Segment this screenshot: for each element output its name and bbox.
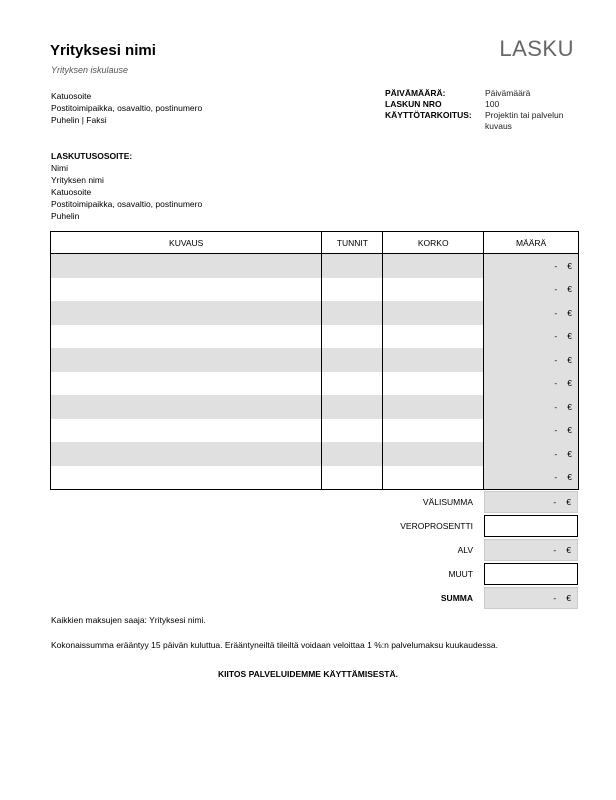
- billing-name: Nimi: [51, 163, 68, 173]
- hours-cell[interactable]: [322, 254, 383, 278]
- table-row: [51, 419, 579, 443]
- col-rate: KORKO: [383, 232, 484, 254]
- table-row: [51, 301, 579, 325]
- table-row: [51, 466, 579, 490]
- rate-cell[interactable]: [383, 442, 484, 466]
- amount-currency: €: [567, 354, 572, 365]
- description-cell[interactable]: [51, 419, 322, 443]
- rate-cell[interactable]: [383, 278, 484, 302]
- total-value: -: [553, 593, 557, 603]
- amount-currency: €: [567, 307, 572, 318]
- total-label: SUMMA: [440, 593, 473, 603]
- amount-currency: €: [567, 260, 572, 271]
- sender-street: Katuosoite: [51, 91, 92, 101]
- amount-cell[interactable]: [484, 395, 579, 419]
- description-cell[interactable]: [51, 372, 322, 396]
- description-cell[interactable]: [51, 278, 322, 302]
- amount-currency: €: [567, 378, 572, 389]
- col-hours: TUNNIT: [322, 232, 383, 254]
- amount-cell[interactable]: [484, 254, 579, 278]
- vat-label: ALV: [457, 545, 473, 555]
- subtotal-row: [300, 490, 578, 514]
- rate-cell[interactable]: [383, 301, 484, 325]
- col-amount: MÄÄRÄ: [484, 232, 579, 254]
- amount-currency: €: [567, 472, 572, 483]
- hours-cell[interactable]: [322, 301, 383, 325]
- meta-number-value: 100: [485, 99, 500, 109]
- billing-phone: Puhelin: [51, 211, 80, 221]
- hours-cell[interactable]: [322, 442, 383, 466]
- table-row: [51, 325, 579, 349]
- thank-you-note: KIITOS PALVELUIDEMME KÄYTTÄMISESTÄ.: [218, 669, 398, 679]
- subtotal-field[interactable]: [484, 491, 578, 513]
- amount-cell[interactable]: [484, 419, 579, 443]
- hours-cell[interactable]: [322, 278, 383, 302]
- amount-cell[interactable]: [484, 325, 579, 349]
- payee-note: Kaikkien maksujen saaja: Yrityksesi nimi.: [51, 615, 206, 625]
- amount-currency: €: [567, 284, 572, 295]
- description-cell[interactable]: [51, 466, 322, 490]
- meta-purpose-label: KÄYTTÖTARKOITUS:: [385, 110, 472, 120]
- meta-number-label: LASKUN NRO: [385, 99, 442, 109]
- total-currency: €: [566, 593, 571, 603]
- hours-cell[interactable]: [322, 372, 383, 396]
- description-cell[interactable]: [51, 325, 322, 349]
- amount-value: -: [554, 425, 558, 436]
- sender-phone: Puhelin | Faksi: [51, 115, 107, 125]
- subtotal-currency: €: [566, 497, 571, 507]
- other-label: MUUT: [448, 569, 473, 579]
- hours-cell[interactable]: [322, 325, 383, 349]
- rate-cell[interactable]: [383, 254, 484, 278]
- amount-value: -: [554, 354, 558, 365]
- amount-cell[interactable]: [484, 466, 579, 490]
- other-field[interactable]: [484, 563, 578, 585]
- company-name: Yrityksesi nimi: [50, 42, 156, 59]
- amount-value: -: [554, 472, 558, 483]
- company-slogan: Yrityksen iskulause: [51, 65, 129, 75]
- amount-currency: €: [567, 425, 572, 436]
- amount-cell[interactable]: [484, 278, 579, 302]
- amount-cell[interactable]: [484, 372, 579, 396]
- billing-street: Katuosoite: [51, 187, 92, 197]
- vat-currency: €: [566, 545, 571, 555]
- table-row: [51, 395, 579, 419]
- description-cell[interactable]: [51, 395, 322, 419]
- meta-purpose-value: Projektin tai palvelun kuvaus: [485, 110, 564, 131]
- tax-rate-row: [300, 514, 578, 538]
- meta-date-row: [385, 88, 571, 99]
- description-cell[interactable]: [51, 254, 322, 278]
- vat-value: -: [553, 545, 557, 555]
- amount-currency: €: [567, 401, 572, 412]
- sender-address: [51, 90, 202, 126]
- amount-cell[interactable]: [484, 301, 579, 325]
- totals-section: [300, 490, 578, 610]
- meta-number-row: [385, 99, 571, 110]
- billing-header: LASKUTUSOSOITE:: [51, 151, 133, 161]
- amount-value: -: [554, 401, 558, 412]
- rate-cell[interactable]: [383, 419, 484, 443]
- amount-value: -: [554, 378, 558, 389]
- amount-value: -: [554, 331, 558, 342]
- vat-field[interactable]: [484, 539, 578, 561]
- hours-cell[interactable]: [322, 419, 383, 443]
- other-row: [300, 562, 578, 586]
- payment-terms: Kokonaissumma erääntyy 15 päivän kuluttua. Erääntyneiltä tileiltä voidaan veloittaa 1 %:n palvelumaksu kuukaudessa.: [51, 640, 498, 650]
- rate-cell[interactable]: [383, 348, 484, 372]
- table-row: [51, 254, 579, 278]
- rate-cell[interactable]: [383, 466, 484, 490]
- rate-cell[interactable]: [383, 325, 484, 349]
- amount-currency: €: [567, 448, 572, 459]
- hours-cell[interactable]: [322, 395, 383, 419]
- meta-date-value: Päivämäärä: [485, 88, 531, 98]
- table-row: [51, 372, 579, 396]
- amount-value: -: [554, 448, 558, 459]
- meta-purpose-row: [385, 110, 571, 132]
- total-row: [300, 586, 578, 610]
- billing-city: Postitoimipaikka, osavaltio, postinumero: [51, 199, 203, 209]
- rate-cell[interactable]: [383, 395, 484, 419]
- invoice-meta: [385, 88, 571, 132]
- col-description: KUVAUS: [51, 232, 322, 254]
- vat-row: [300, 538, 578, 562]
- amount-cell[interactable]: [484, 348, 579, 372]
- description-cell[interactable]: [51, 301, 322, 325]
- subtotal-label: VÄLISUMMA: [422, 497, 473, 507]
- amount-cell[interactable]: [484, 442, 579, 466]
- tax-rate-label: VEROPROSENTTI: [400, 521, 473, 531]
- rate-cell[interactable]: [383, 372, 484, 396]
- hours-cell[interactable]: [322, 466, 383, 490]
- table-row: [51, 442, 579, 466]
- description-cell[interactable]: [51, 348, 322, 372]
- meta-date-label: PÄIVÄMÄÄRÄ:: [385, 88, 446, 98]
- total-field[interactable]: [484, 587, 578, 609]
- description-cell[interactable]: [51, 442, 322, 466]
- amount-currency: €: [567, 331, 572, 342]
- tax-rate-field[interactable]: [484, 515, 578, 537]
- hours-cell[interactable]: [322, 348, 383, 372]
- sender-city: Postitoimipaikka, osavaltio, postinumero: [51, 103, 203, 113]
- amount-value: -: [554, 284, 558, 295]
- table-header-row: [51, 232, 579, 254]
- amount-value: -: [554, 307, 558, 318]
- amount-value: -: [554, 260, 558, 271]
- subtotal-value: -: [553, 497, 557, 507]
- billing-address: [51, 150, 202, 222]
- table-row: [51, 348, 579, 372]
- line-items-table: [50, 231, 579, 490]
- billing-company: Yrityksen nimi: [51, 175, 104, 185]
- table-row: [51, 278, 579, 302]
- invoice-title: LASKU: [499, 36, 574, 61]
